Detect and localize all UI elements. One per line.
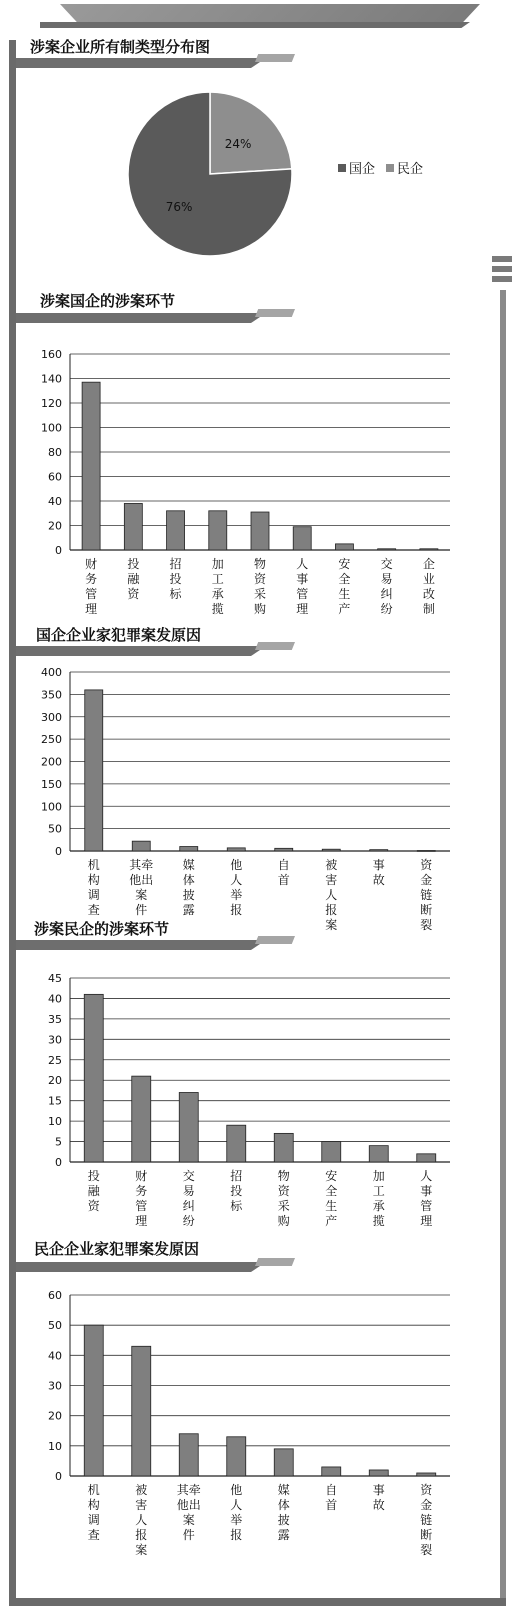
bar-3-0 [84, 994, 103, 1162]
y-tick-label: 0 [55, 1470, 62, 1483]
y-tick-label: 40 [48, 495, 62, 508]
pie-slice-label-0: 76% [165, 199, 193, 214]
pie-title-accent [255, 54, 295, 62]
y-tick-label: 0 [55, 845, 62, 858]
pie-slice-1 [210, 92, 292, 174]
x-tick-label: 他人举报 [230, 858, 243, 917]
y-tick-label: 150 [41, 777, 62, 791]
x-tick-label: 财务管理 [85, 557, 98, 616]
bar-3-7 [417, 1154, 436, 1162]
bar-1-2 [167, 511, 185, 550]
x-tick-label: 投融资 [87, 1169, 100, 1213]
x-tick-label: 媒体披露 [182, 858, 195, 917]
bar-chart-private-stages [30, 966, 460, 1228]
bar-1-7 [378, 549, 396, 550]
bar-3-2 [179, 1092, 198, 1162]
y-tick-label: 60 [48, 1289, 62, 1302]
chart4-title: 民企企业家犯罪案发原因 [34, 1240, 200, 1258]
x-tick-label: 自首 [277, 858, 290, 887]
x-tick-label: 财务管理 [135, 1169, 148, 1228]
bar-3-6 [369, 1146, 388, 1162]
top-decorative-band [60, 4, 480, 22]
pie-legend-swatch-1 [386, 164, 394, 172]
x-tick-label: 交易纠纷 [380, 557, 393, 616]
chart2-title: 国企企业家犯罪案发原因 [36, 626, 202, 644]
bar-2-1 [132, 841, 150, 851]
bar-3-5 [322, 1142, 341, 1162]
y-tick-label: 100 [41, 800, 62, 814]
y-tick-label: 15 [48, 1094, 62, 1108]
bar-2-2 [180, 847, 198, 851]
bar-2-7 [417, 851, 435, 852]
right-frame-border [500, 290, 506, 1606]
bar-1-4 [251, 512, 269, 550]
x-tick-label: 物资采购 [277, 1169, 290, 1228]
chart1-title-bar [16, 313, 266, 323]
x-tick-label: 招投标 [230, 1169, 243, 1213]
x-tick-label: 媒体披露 [277, 1483, 290, 1542]
top-decorative-stripe [40, 22, 470, 28]
chart4-title-accent [255, 1258, 295, 1266]
pie-chart [110, 78, 450, 288]
y-tick-label: 35 [48, 1012, 62, 1026]
y-tick-label: 5 [55, 1135, 62, 1149]
y-tick-label: 140 [41, 372, 62, 386]
chart3-title-accent [255, 936, 295, 944]
bar-4-1 [132, 1346, 151, 1476]
chart4-title-bar [16, 1262, 266, 1272]
x-tick-label: 人事管理 [420, 1169, 433, 1228]
x-tick-label: 安全生产 [338, 557, 351, 616]
x-tick-label: 被害人报案 [325, 858, 338, 932]
chart3-title-bar [16, 940, 266, 950]
bar-4-5 [322, 1467, 341, 1476]
x-tick-label: 加工承揽 [211, 557, 224, 616]
side-decorative-marks [492, 256, 512, 292]
y-tick-label: 100 [41, 421, 62, 435]
y-tick-label: 0 [55, 1156, 62, 1169]
y-tick-label: 40 [48, 1349, 62, 1363]
y-tick-label: 50 [48, 1319, 62, 1333]
y-tick-label: 45 [48, 972, 62, 985]
y-tick-label: 20 [48, 1074, 62, 1088]
x-tick-label: 资金链断裂 [420, 858, 433, 932]
bar-chart-soe-stages [30, 342, 460, 616]
pie-legend-swatch-0 [338, 164, 346, 172]
y-tick-label: 50 [48, 822, 62, 836]
bar-3-3 [227, 1125, 246, 1162]
chart2-title-accent [255, 642, 295, 650]
y-tick-label: 10 [48, 1115, 62, 1129]
x-tick-label: 企业改制 [422, 557, 435, 616]
bar-2-4 [275, 848, 293, 851]
pie-legend-label-1: 民企 [397, 162, 424, 177]
x-tick-label: 事故 [372, 858, 385, 887]
bar-1-3 [209, 511, 227, 550]
bar-2-5 [322, 849, 340, 851]
pie-legend-label-0: 国企 [349, 162, 376, 177]
x-tick-label: 机构调查 [87, 858, 100, 917]
y-tick-label: 30 [48, 1033, 62, 1047]
y-tick-label: 300 [41, 710, 62, 724]
bar-4-6 [369, 1470, 388, 1476]
x-tick-label: 其牵他出案件 [129, 858, 154, 917]
x-tick-label: 机构调查 [87, 1483, 100, 1542]
bottom-frame-border [9, 1598, 506, 1606]
bar-4-2 [179, 1434, 198, 1476]
x-tick-label: 被害人报案 [135, 1483, 148, 1557]
y-tick-label: 0 [55, 544, 62, 557]
bar-1-1 [124, 503, 142, 550]
y-tick-label: 80 [48, 446, 62, 459]
bar-1-8 [420, 549, 438, 550]
y-tick-label: 20 [48, 519, 62, 533]
chart2-title-bar [16, 646, 266, 656]
y-tick-label: 10 [48, 1439, 62, 1453]
bar-2-3 [227, 848, 245, 851]
x-tick-label: 他人举报 [230, 1483, 243, 1542]
bar-3-1 [132, 1076, 151, 1162]
chart1-title: 涉案国企的涉案环节 [40, 292, 176, 310]
y-tick-label: 60 [48, 470, 62, 484]
y-tick-label: 400 [41, 666, 62, 679]
chart1-title-accent [255, 309, 295, 317]
chart3-title: 涉案民企的涉案环节 [34, 920, 170, 938]
bar-2-6 [370, 850, 388, 851]
y-tick-label: 40 [48, 992, 62, 1006]
pie-title-bar [16, 58, 266, 68]
bar-1-6 [335, 544, 353, 550]
y-tick-label: 250 [41, 733, 62, 747]
bar-chart-private-causes [30, 1285, 460, 1590]
x-tick-label: 物资采购 [253, 557, 267, 616]
bar-1-0 [82, 382, 100, 550]
x-tick-label: 人事管理 [296, 557, 309, 616]
y-tick-label: 200 [41, 755, 62, 769]
bar-4-3 [227, 1437, 246, 1476]
x-tick-label: 自首 [325, 1483, 338, 1512]
bar-4-7 [417, 1473, 436, 1476]
x-tick-label: 其牵他出案件 [176, 1483, 201, 1542]
pie-chart-title: 涉案企业所有制类型分布图 [30, 38, 211, 56]
y-tick-label: 25 [48, 1053, 62, 1067]
bar-2-0 [85, 690, 103, 851]
bar-4-4 [274, 1449, 293, 1476]
y-tick-label: 30 [48, 1379, 62, 1393]
y-tick-label: 120 [41, 397, 62, 410]
x-tick-label: 加工承揽 [372, 1169, 385, 1228]
left-frame-border [9, 40, 16, 1606]
x-tick-label: 投融资 [127, 557, 140, 601]
y-tick-label: 350 [41, 688, 62, 702]
bar-3-4 [274, 1133, 293, 1162]
x-tick-label: 安全生产 [325, 1169, 338, 1228]
y-tick-label: 160 [41, 348, 62, 361]
x-tick-label: 事故 [372, 1483, 385, 1512]
bar-1-5 [293, 527, 311, 550]
bar-4-0 [84, 1325, 103, 1476]
x-tick-label: 交易纠纷 [182, 1169, 195, 1228]
pie-slice-label-1: 24% [224, 137, 252, 152]
x-tick-label: 招投标 [169, 557, 182, 601]
x-tick-label: 资金链断裂 [420, 1483, 433, 1557]
y-tick-label: 20 [48, 1409, 62, 1423]
